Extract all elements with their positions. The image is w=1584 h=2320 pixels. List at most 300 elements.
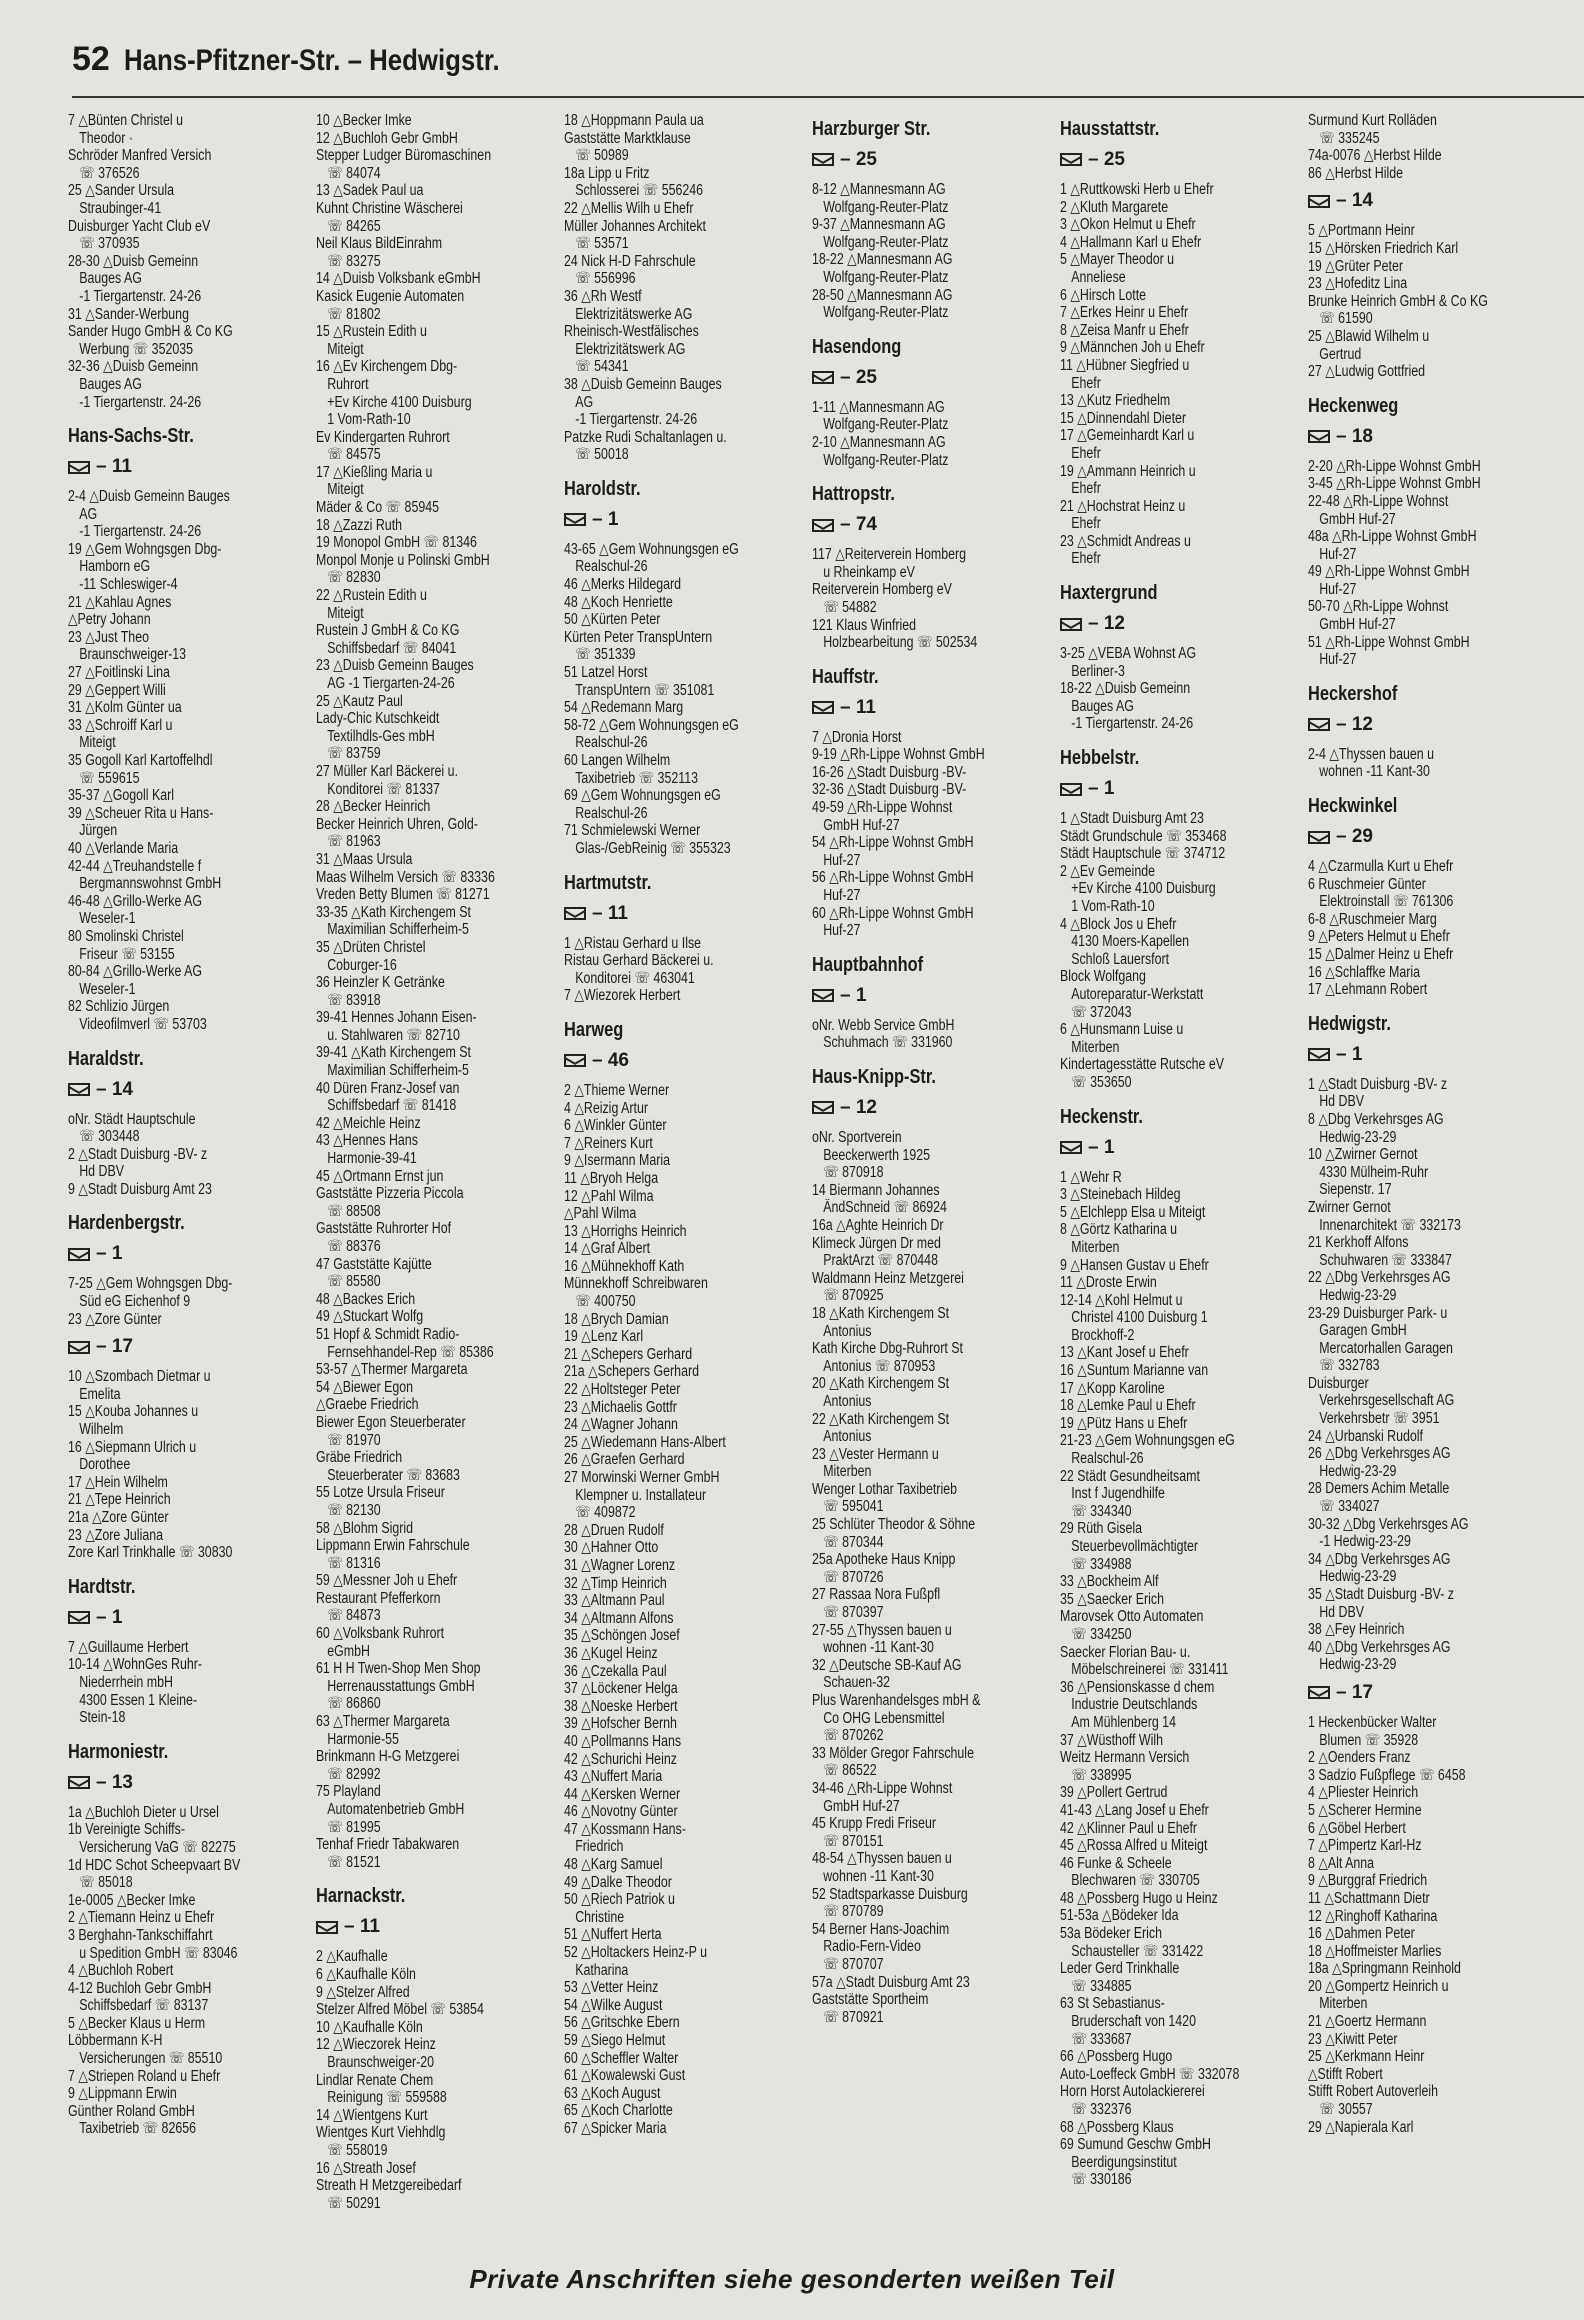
directory-entry: 21-23 △Gem Wohnungsgen eG bbox=[1060, 1432, 1235, 1450]
envelope-icon bbox=[68, 1341, 90, 1354]
directory-entry: 58 △Blohm Sigrid bbox=[316, 1519, 414, 1537]
directory-entry: 16-26 △Stadt Duisburg -BV- bbox=[812, 763, 967, 781]
directory-entry: Lippmann Erwin Fahrschule bbox=[316, 1537, 470, 1555]
directory-entry: 42 △Schurichi Heinz bbox=[564, 1750, 677, 1768]
directory-entry: 59 △Siego Helmut bbox=[564, 2032, 666, 2049]
entry-continuation: Coburger-16 bbox=[327, 956, 397, 974]
entry-continuation: Berliner-3 bbox=[1071, 662, 1125, 680]
directory-entry: 36 △Rh Westf bbox=[564, 287, 642, 305]
postal-code: – 11 bbox=[592, 902, 628, 924]
directory-entry: 30-32 △Dbg Verkehrsges AG bbox=[1308, 1515, 1469, 1533]
entry-continuation: ☏ 870789 bbox=[823, 1903, 884, 1921]
entry-continuation: Friedrich bbox=[575, 1838, 624, 1856]
postal-district bbox=[1308, 1682, 1544, 1704]
directory-entry: oNr. Webb Service GmbH bbox=[812, 1016, 955, 1034]
postal-code: – 1 bbox=[96, 1243, 123, 1265]
entry-continuation: ☏ 81970 bbox=[327, 1431, 381, 1449]
directory-entry: 34 △Dbg Verkehrsges AG bbox=[1308, 1550, 1451, 1568]
directory-entry: 25 △Wiedemann Hans-Albert bbox=[564, 1433, 726, 1451]
postal-code: – 1 bbox=[1336, 1043, 1363, 1065]
directory-entry: 16 △Dahmen Peter bbox=[1308, 1925, 1415, 1943]
entry-continuation: AG bbox=[575, 393, 594, 411]
entry-continuation: -11 Schleswiger-4 bbox=[79, 576, 178, 594]
entry-continuation: Schiffsbedarf ☏ 83137 bbox=[79, 1997, 209, 2015]
entry-continuation: Hd DBV bbox=[1319, 1093, 1364, 1111]
directory-entry: 25 Schlüter Theodor & Söhne bbox=[812, 1516, 976, 1534]
entry-continuation: ☏ 303448 bbox=[79, 1128, 140, 1146]
directory-entry: 6 △Göbel Herbert bbox=[1308, 1819, 1406, 1837]
directory-entry: 2-10 △Mannesmann AG bbox=[812, 433, 946, 451]
directory-entry: 46 △Merks Hildegard bbox=[564, 576, 682, 594]
directory-entry: 80 Smolinski Christel bbox=[68, 927, 184, 945]
directory-entry: 47 △Kossmann Hans- bbox=[564, 1820, 686, 1838]
entry-continuation: ☏ 870726 bbox=[823, 1568, 884, 1586]
directory-entry: 51 Hopf & Schmidt Radio- bbox=[316, 1325, 460, 1343]
directory-entry: 42-44 △Treuhandstelle f bbox=[68, 857, 202, 875]
entry-continuation: ☏ 84873 bbox=[327, 1607, 381, 1625]
directory-entry: 26 △Graefen Gerhard bbox=[564, 1451, 685, 1469]
entry-continuation: Hd DBV bbox=[1319, 1603, 1364, 1621]
directory-entry: 28 △Druen Rudolf bbox=[564, 1521, 664, 1539]
directory-entry: 35 △Drüten Christel bbox=[316, 938, 426, 956]
postal-code: – 1 bbox=[96, 1606, 123, 1628]
page-number: 52 bbox=[72, 40, 110, 78]
entry-continuation: Huf-27 bbox=[823, 887, 861, 905]
street-range: Hans-Pfitzner-Str. – Hedwigstr. bbox=[123, 44, 500, 77]
entry-continuation: ☏ 83918 bbox=[327, 991, 381, 1009]
directory-entry: 23 △Just Theo bbox=[68, 628, 149, 646]
directory-entry: 39 △Scheuer Rita u Hans- bbox=[68, 804, 214, 822]
directory-entry: 56 △Gritschke Ebern bbox=[564, 2014, 680, 2032]
entry-continuation: Christine bbox=[575, 1908, 625, 1926]
directory-entry: 46 Funke & Scheele bbox=[1060, 1854, 1172, 1872]
postal-code: – 25 bbox=[840, 149, 877, 170]
directory-entry: 11 △Schattmann Dietr bbox=[1308, 1889, 1430, 1907]
entry-continuation: wohnen -11 Kant-30 bbox=[823, 1639, 934, 1657]
directory-entry: 63 △Thermer Margareta bbox=[316, 1713, 450, 1731]
directory-entry: 36 Heinzler K Getränke bbox=[316, 974, 445, 992]
entry-continuation: Bauges AG bbox=[79, 270, 142, 288]
postal-code: – 18 bbox=[1336, 425, 1373, 447]
entry-continuation: Wolfgang-Reuter-Platz bbox=[823, 451, 949, 469]
envelope-icon bbox=[1308, 1686, 1330, 1699]
entry-continuation: Harmonie-39-41 bbox=[327, 1150, 417, 1168]
entry-continuation: ☏ 82130 bbox=[327, 1501, 381, 1519]
directory-entry: 15 △Dalmer Heinz u Ehefr bbox=[1308, 946, 1454, 963]
directory-entry: 1b Vereinigte Schiffs- bbox=[68, 1821, 185, 1839]
directory-entry: 7 △Dronia Horst bbox=[812, 728, 902, 746]
directory-entry: 16a △Aghte Heinrich Dr bbox=[812, 1216, 944, 1234]
entry-continuation: Blechwaren ☏ 330705 bbox=[1071, 1872, 1200, 1890]
entry-continuation: GmbH Huf-27 bbox=[1319, 616, 1396, 634]
directory-entry: Zore Karl Trinkhalle ☏ 30830 bbox=[68, 1544, 233, 1562]
entry-continuation: Beerdigungsinstitut bbox=[1071, 2153, 1177, 2171]
directory-entry: 10 △Szombach Dietmar u bbox=[68, 1368, 211, 1386]
postal-district bbox=[1308, 190, 1544, 212]
directory-entry: 40 △Pollmanns Hans bbox=[564, 1732, 682, 1750]
directory-entry: 9-19 △Rh-Lippe Wohnst GmbH bbox=[812, 746, 985, 764]
directory-entry: 48 △Koch Henriette bbox=[564, 593, 673, 611]
directory-entry: 53 △Vetter Heinz bbox=[564, 1979, 659, 1997]
postal-district bbox=[68, 1079, 304, 1101]
entry-continuation: Ehefr bbox=[1071, 480, 1101, 498]
directory-entry: 8 △Alt Anna bbox=[1308, 1854, 1375, 1872]
directory-entry: 33 Mölder Gregor Fahrschule bbox=[812, 1744, 974, 1762]
directory-entry: 19 △Gem Wohngsgen Dbg- bbox=[68, 540, 222, 558]
directory-entry: 9 △Stelzer Alfred bbox=[316, 1983, 410, 2001]
entry-continuation: -1 Hedwig-23-29 bbox=[1319, 1533, 1411, 1551]
directory-entry: 58-72 △Gem Wohnungsgen eG bbox=[564, 716, 739, 734]
directory-entry: 9 △Isermann Maria bbox=[564, 1152, 671, 1170]
directory-entry: 39 △Pollert Gertrud bbox=[1060, 1784, 1168, 1802]
directory-entry: oNr. Städt Hauptschule bbox=[68, 1110, 196, 1128]
envelope-icon bbox=[812, 701, 834, 714]
street-heading: Hausstattstr. bbox=[1060, 118, 1160, 140]
entry-continuation: -1 Tiergartenstr. 24-26 bbox=[79, 523, 202, 541]
entry-continuation: ☏ 84575 bbox=[327, 446, 381, 464]
entry-continuation: ☏ 82830 bbox=[327, 569, 381, 587]
entry-continuation: Taxibetrieb ☏ 82656 bbox=[79, 2120, 197, 2138]
entry-continuation: Maximilian Schifferheim-5 bbox=[327, 1062, 469, 1080]
directory-entry: 25 △Kautz Paul bbox=[316, 692, 403, 710]
directory-entry: 60 △Volksbank Ruhrort bbox=[316, 1625, 445, 1643]
directory-entry: 23 △Zore Juliana bbox=[68, 1526, 164, 1544]
directory-entry: 35 Gogoll Karl Kartoffelhdl bbox=[68, 752, 213, 769]
postal-code: – 29 bbox=[1336, 826, 1373, 848]
directory-entry: 53a Bödeker Erich bbox=[1060, 1925, 1163, 1943]
directory-entry: 48 △Backes Erich bbox=[316, 1290, 416, 1308]
directory-entry: 24 △Wagner Johann bbox=[564, 1416, 678, 1434]
directory-entry: 8-12 △Mannesmann AG bbox=[812, 181, 946, 198]
postal-district bbox=[68, 456, 304, 478]
directory-entry: 22 △Holtsteger Peter bbox=[564, 1381, 681, 1399]
entry-continuation: ☏ 353650 bbox=[1071, 1073, 1132, 1091]
directory-entry: 2 △Thieme Werner bbox=[564, 1081, 670, 1099]
directory-entry: 69 Sumund Geschw GmbH bbox=[1060, 2136, 1211, 2154]
directory-entry: Leder Gerd Trinkhalle bbox=[1060, 1960, 1180, 1978]
directory-entry: 43 △Nuffert Maria bbox=[564, 1768, 663, 1786]
envelope-icon bbox=[1060, 153, 1082, 166]
entry-continuation: ☏ 335245 bbox=[1319, 129, 1380, 147]
entry-continuation: Emelita bbox=[79, 1385, 121, 1403]
street-heading: Heckenweg bbox=[1308, 394, 1399, 417]
page-header bbox=[72, 40, 1584, 90]
postal-district bbox=[1308, 426, 1544, 448]
directory-entry: 18 △Lemke Paul u Ehefr bbox=[1060, 1397, 1196, 1415]
entry-continuation: Holzbearbeitung ☏ 502534 bbox=[823, 634, 978, 652]
directory-entry: 19 △Grüter Peter bbox=[1308, 257, 1403, 275]
directory-entry: 6 △Kaufhalle Köln bbox=[316, 1965, 416, 1983]
directory-entry: 57a △Stadt Duisburg Amt 23 bbox=[812, 1973, 970, 1991]
directory-entry: 56 △Rh-Lippe Wohnst GmbH bbox=[812, 869, 974, 887]
footer-note: Private Anschriften siehe gesonderten weißen Teil bbox=[469, 2264, 1115, 2294]
directory-entry: Monpol Monje u Polinski GmbH bbox=[316, 551, 490, 569]
entry-continuation: 4300 Essen 1 Kleine- bbox=[79, 1691, 198, 1709]
directory-entry: 16 △Mühnekhoff Kath bbox=[564, 1257, 685, 1275]
directory-entry: 16 △Schlaffke Maria bbox=[1308, 963, 1421, 981]
directory-entry: 6-8 △Ruschmeier Marg bbox=[1308, 910, 1437, 928]
directory-entry: Reiterverein Homberg eV bbox=[812, 581, 952, 599]
entry-continuation: Anneliese bbox=[1071, 268, 1126, 286]
street-heading: Hardenbergstr. bbox=[68, 1212, 185, 1235]
entry-continuation: ☏ 376526 bbox=[79, 164, 140, 182]
directory-entry: 32-36 △Duisb Gemeinn bbox=[68, 358, 199, 376]
entry-continuation: ☏ 334885 bbox=[1071, 1977, 1132, 1995]
entry-continuation: Wolfgang-Reuter-Platz bbox=[823, 198, 949, 216]
directory-entry: 25 △Blawid Wilhelm u bbox=[1308, 327, 1430, 345]
entry-continuation: Inst f Jugendhilfe bbox=[1071, 1485, 1165, 1503]
entry-continuation: Hedwig-23-29 bbox=[1319, 1656, 1397, 1674]
directory-entry: 3 Berghahn-Tankschiffahrt bbox=[68, 1926, 213, 1944]
directory-entry: 31 △Maas Ursula bbox=[316, 850, 413, 868]
directory-entry: 32 △Timp Heinrich bbox=[564, 1574, 667, 1592]
envelope-icon bbox=[1060, 783, 1082, 796]
entry-continuation: Autoreparatur-Werkstatt bbox=[1071, 985, 1204, 1003]
directory-entry: 25a Apotheke Haus Knipp bbox=[812, 1551, 956, 1569]
entry-continuation: ☏ 61590 bbox=[1319, 310, 1373, 328]
entry-continuation: ☏ 870921 bbox=[823, 2008, 884, 2026]
directory-entry: 3-25 △VEBA Wohnst AG bbox=[1060, 645, 1197, 663]
directory-column bbox=[1060, 112, 1296, 2247]
entry-continuation: Huf-27 bbox=[823, 922, 861, 940]
directory-entry: Ev Kindergarten Ruhrort bbox=[316, 428, 450, 446]
directory-entry: Gaststätte Pizzeria Piccola bbox=[316, 1185, 464, 1203]
entry-continuation: ☏ 558019 bbox=[327, 2141, 388, 2159]
directory-entry: 23 △Schmidt Andreas u bbox=[1060, 532, 1191, 550]
directory-entry: Marovsek Otto Automaten bbox=[1060, 1608, 1204, 1626]
directory-entry: 14 △Graf Albert bbox=[564, 1240, 651, 1258]
entry-continuation: Schuhwaren ☏ 333847 bbox=[1319, 1251, 1452, 1269]
directory-entry: 23 △Vester Hermann u bbox=[812, 1445, 939, 1463]
directory-entry: 42 △Klinner Paul u Ehefr bbox=[1060, 1819, 1198, 1837]
directory-column bbox=[68, 112, 304, 2247]
directory-entry: △Graebe Friedrich bbox=[316, 1396, 419, 1414]
directory-entry: 7 △Reiners Kurt bbox=[564, 1134, 653, 1152]
entry-continuation: Hedwig-23-29 bbox=[1319, 1568, 1397, 1586]
directory-entry: 18a Lipp u Fritz bbox=[564, 164, 650, 182]
directory-entry: 31 △Sander-Werbung bbox=[68, 305, 189, 323]
directory-entry: 23 △Michaelis Gottfr bbox=[564, 1398, 677, 1416]
entry-continuation: ☏ 372043 bbox=[1071, 1003, 1132, 1021]
directory-entry: 47 Gaststätte Kajütte bbox=[316, 1255, 432, 1273]
entry-continuation: Schausteller ☏ 331422 bbox=[1071, 1942, 1204, 1960]
entry-continuation: AG bbox=[79, 505, 98, 523]
street-heading: Hauptbahnhof bbox=[812, 953, 924, 976]
entry-continuation: u Spedition GmbH ☏ 83046 bbox=[79, 1944, 238, 1962]
directory-entry: Kindertagesstätte Rutsche eV bbox=[1060, 1056, 1225, 1074]
directory-entry: 22-48 △Rh-Lippe Wohnst bbox=[1308, 492, 1449, 510]
directory-entry: 2 △Kluth Margarete bbox=[1060, 198, 1169, 216]
directory-entry: Plus Warenhandelsges mbH & bbox=[812, 1692, 981, 1709]
directory-entry: 6 △Hirsch Lotte bbox=[1060, 286, 1147, 304]
entry-continuation: ☏ 81521 bbox=[327, 1853, 381, 1871]
entry-continuation: ☏ 870262 bbox=[823, 1727, 884, 1745]
directory-entry: 22 △Dbg Verkehrsges AG bbox=[1308, 1269, 1451, 1287]
directory-entry: 39-41 Hennes Johann Eisen- bbox=[316, 1009, 477, 1027]
directory-entry: 37 △Löckener Helga bbox=[564, 1680, 678, 1698]
entry-continuation: Elektroinstall ☏ 761306 bbox=[1319, 893, 1454, 911]
directory-entry: 9 △Männchen Joh u Ehefr bbox=[1060, 339, 1205, 357]
entry-continuation: Braunschweiger-13 bbox=[79, 646, 187, 664]
entry-continuation: ☏ 50989 bbox=[575, 147, 629, 165]
entry-continuation: Süd eG Eichenhof 9 bbox=[79, 1293, 191, 1311]
postal-district bbox=[1308, 1044, 1544, 1066]
postal-code: – 11 bbox=[344, 1916, 380, 1938]
directory-entry: 33 △Schroiff Karl u bbox=[68, 716, 173, 734]
entry-continuation: ☏ 88376 bbox=[327, 1238, 381, 1255]
directory-entry: 69 △Gem Wohnungsgen eG bbox=[564, 787, 721, 805]
entry-continuation: Reinigung ☏ 559588 bbox=[327, 2089, 447, 2107]
envelope-icon bbox=[316, 1921, 338, 1934]
directory-entry: 10-14 △WohnGes Ruhr- bbox=[68, 1656, 203, 1674]
directory-entry: 11 △Droste Erwin bbox=[1060, 1274, 1157, 1292]
directory-entry: 51-53a △Bödeker Ida bbox=[1060, 1907, 1179, 1925]
envelope-icon bbox=[812, 1101, 834, 1114]
directory-entry: 40 △Verlande Maria bbox=[68, 839, 179, 857]
directory-entry: 24 Nick H-D Fahrschule bbox=[564, 252, 696, 270]
entry-continuation: Elektrizitätswerk AG bbox=[575, 340, 686, 358]
directory-entry: Münnekhoff Schreibwaren bbox=[564, 1275, 708, 1293]
entry-continuation: Schloß Lauersfort bbox=[1071, 950, 1170, 968]
directory-entry: 35 △Saecker Erich bbox=[1060, 1590, 1164, 1608]
entry-continuation: u. Stahlwaren ☏ 82710 bbox=[327, 1026, 460, 1044]
directory-entry: 6 Ruschmeier Günter bbox=[1308, 875, 1426, 893]
directory-columns bbox=[68, 112, 1578, 2247]
directory-entry: 4 △Block Jos u Ehefr bbox=[1060, 915, 1177, 933]
entry-continuation: Hedwig-23-29 bbox=[1319, 1286, 1397, 1304]
directory-entry: 45 △Ortmann Ernst jun bbox=[316, 1167, 444, 1185]
directory-entry: 20 △Kath Kirchengem St bbox=[812, 1375, 950, 1393]
entry-continuation: Fernsehhandel-Rep ☏ 85386 bbox=[327, 1343, 494, 1361]
directory-entry: Surmund Kurt Rolläden bbox=[1308, 112, 1437, 129]
entry-continuation: 4330 Mülheim-Ruhr bbox=[1319, 1163, 1429, 1181]
entry-continuation: Schuhmach ☏ 331960 bbox=[823, 1034, 953, 1052]
directory-entry: Brunke Heinrich GmbH & Co KG bbox=[1308, 292, 1488, 310]
directory-entry: 19 △Pütz Hans u Ehefr bbox=[1060, 1414, 1188, 1432]
directory-entry: 53-57 △Thermer Margareta bbox=[316, 1361, 468, 1379]
directory-entry: 23-29 Duisburger Park- u bbox=[1308, 1304, 1448, 1322]
entry-continuation: Bergmannswohnst GmbH bbox=[79, 875, 222, 893]
postal-code: – 17 bbox=[1336, 1681, 1373, 1703]
directory-entry: 29 △Geppert Willi bbox=[68, 681, 166, 699]
directory-entry: 28-50 △Mannesmann AG bbox=[812, 286, 953, 304]
directory-entry: 2 △Tiemann Heinz u Ehefr bbox=[68, 1909, 215, 1927]
directory-entry: 18-22 △Mannesmann AG bbox=[812, 251, 953, 269]
entry-continuation: Realschul-26 bbox=[575, 804, 648, 822]
directory-entry: Patzke Rudi Schaltanlagen u. bbox=[564, 428, 727, 446]
entry-continuation: ☏ 54341 bbox=[575, 358, 629, 376]
envelope-icon bbox=[812, 989, 834, 1002]
postal-code: – 1 bbox=[1088, 778, 1115, 800]
directory-entry: 17 △Kießling Maria u bbox=[316, 463, 433, 481]
entry-continuation: Schiffsbedarf ☏ 84041 bbox=[327, 639, 457, 657]
entry-continuation: Radio-Fern-Video bbox=[823, 1938, 921, 1956]
entry-continuation: ☏ 81316 bbox=[327, 1554, 381, 1572]
entry-continuation: ☏ 81963 bbox=[327, 833, 381, 851]
directory-entry: 22 Städt Gesundheitsamt bbox=[1060, 1467, 1200, 1485]
directory-entry: 7 △Bünten Christel u bbox=[68, 112, 183, 129]
directory-entry: 49 △Stuckart Wolfg bbox=[316, 1308, 424, 1326]
postal-code: – 12 bbox=[1088, 613, 1125, 635]
directory-entry: 4 △Pliester Heinrich bbox=[1308, 1784, 1419, 1802]
entry-continuation: Miteigt bbox=[327, 340, 364, 358]
directory-entry: 68 △Possberg Klaus bbox=[1060, 2118, 1174, 2136]
directory-entry: 21 Kerkhoff Alfons bbox=[1308, 1234, 1409, 1252]
directory-entry: 48-54 △Thyssen bauen u bbox=[812, 1850, 952, 1868]
entry-continuation: ☏ 83759 bbox=[327, 745, 381, 763]
entry-continuation: Hd DBV bbox=[79, 1163, 124, 1181]
directory-entry: 48 △Karg Samuel bbox=[564, 1856, 663, 1874]
entry-continuation: ☏ 595041 bbox=[823, 1498, 884, 1516]
directory-entry: 9 △Burggraf Friedrich bbox=[1308, 1872, 1428, 1890]
directory-entry: 11 △Hübner Siegfried u bbox=[1060, 356, 1190, 374]
postal-district bbox=[68, 1336, 304, 1358]
directory-entry: 1d HDC Schot Scheepvaart BV bbox=[68, 1856, 241, 1874]
directory-entry: 21a △Schepers Gerhard bbox=[564, 1363, 699, 1381]
entry-continuation: ☏ 400750 bbox=[575, 1293, 636, 1311]
directory-entry: 16 △Siepmann Ulrich u bbox=[68, 1438, 197, 1456]
directory-entry: Weitz Hermann Versich bbox=[1060, 1749, 1190, 1767]
directory-entry: 61 H H Twen-Shop Men Shop bbox=[316, 1660, 481, 1678]
postal-district bbox=[68, 1607, 304, 1629]
directory-entry: 18-22 △Duisb Gemeinn bbox=[1060, 680, 1191, 698]
entry-continuation: ☏ 870397 bbox=[823, 1604, 884, 1622]
directory-entry: Mäder & Co ☏ 85945 bbox=[316, 499, 440, 517]
entry-continuation: Huf-27 bbox=[823, 851, 861, 869]
directory-entry: 19 Monopol GmbH ☏ 81346 bbox=[316, 534, 477, 552]
directory-entry: 38 △Noeske Herbert bbox=[564, 1697, 678, 1715]
entry-continuation: Schauen-32 bbox=[823, 1674, 891, 1692]
postal-district bbox=[812, 1097, 1048, 1119]
directory-entry: 9 △Hansen Gustav u Ehefr bbox=[1060, 1256, 1209, 1274]
entry-continuation: GmbH Huf-27 bbox=[823, 816, 900, 834]
directory-entry: 12 △Wieczorek Heinz bbox=[316, 2036, 436, 2054]
entry-continuation: Bauges AG bbox=[1071, 697, 1134, 715]
directory-entry: 1 △Ruttkowski Herb u Ehefr bbox=[1060, 181, 1214, 198]
directory-entry: 75 Playland bbox=[316, 1783, 381, 1801]
directory-entry: 13 △Sadek Paul ua bbox=[316, 182, 424, 200]
entry-continuation: Weseler-1 bbox=[79, 980, 136, 998]
directory-entry: 63 △Koch August bbox=[564, 2084, 661, 2102]
directory-entry: 33 △Bockheim Alf bbox=[1060, 1573, 1159, 1591]
street-heading: Hasendong bbox=[812, 335, 902, 358]
envelope-icon bbox=[1060, 618, 1082, 631]
postal-code: – 11 bbox=[840, 696, 876, 718]
entry-continuation: Wilhelm bbox=[79, 1421, 124, 1439]
directory-entry: 51 Latzel Horst bbox=[564, 664, 648, 682]
directory-entry: 34-46 △Rh-Lippe Wohnst bbox=[812, 1779, 953, 1797]
directory-entry: 54 Berner Hans-Joachim bbox=[812, 1920, 950, 1938]
entry-continuation: ☏ 85580 bbox=[327, 1273, 381, 1291]
directory-entry: 48a △Rh-Lippe Wohnst GmbH bbox=[1308, 528, 1477, 546]
directory-entry: 7-25 △Gem Wohngsgen Dbg- bbox=[68, 1275, 233, 1293]
directory-entry: 10 △Kaufhalle Köln bbox=[316, 2018, 423, 2036]
entry-continuation: Videofilmverl ☏ 53703 bbox=[79, 1015, 207, 1033]
directory-entry: 7 △Guillaume Herbert bbox=[68, 1638, 189, 1656]
envelope-icon bbox=[1308, 831, 1330, 844]
envelope-icon bbox=[68, 461, 90, 474]
envelope-icon bbox=[812, 519, 834, 532]
directory-entry: 41-43 △Lang Josef u Ehefr bbox=[1060, 1801, 1209, 1819]
envelope-icon bbox=[812, 371, 834, 384]
directory-entry: 16 △Streath Josef bbox=[316, 2159, 416, 2177]
entry-continuation: Realschul-26 bbox=[575, 734, 648, 752]
entry-continuation: Ehefr bbox=[1071, 444, 1101, 462]
entry-continuation: Blumen ☏ 35928 bbox=[1319, 1731, 1419, 1749]
postal-code: – 14 bbox=[96, 1078, 133, 1100]
entry-continuation: Weseler-1 bbox=[79, 910, 136, 928]
directory-entry: 80-84 △Grillo-Werke AG bbox=[68, 963, 203, 981]
